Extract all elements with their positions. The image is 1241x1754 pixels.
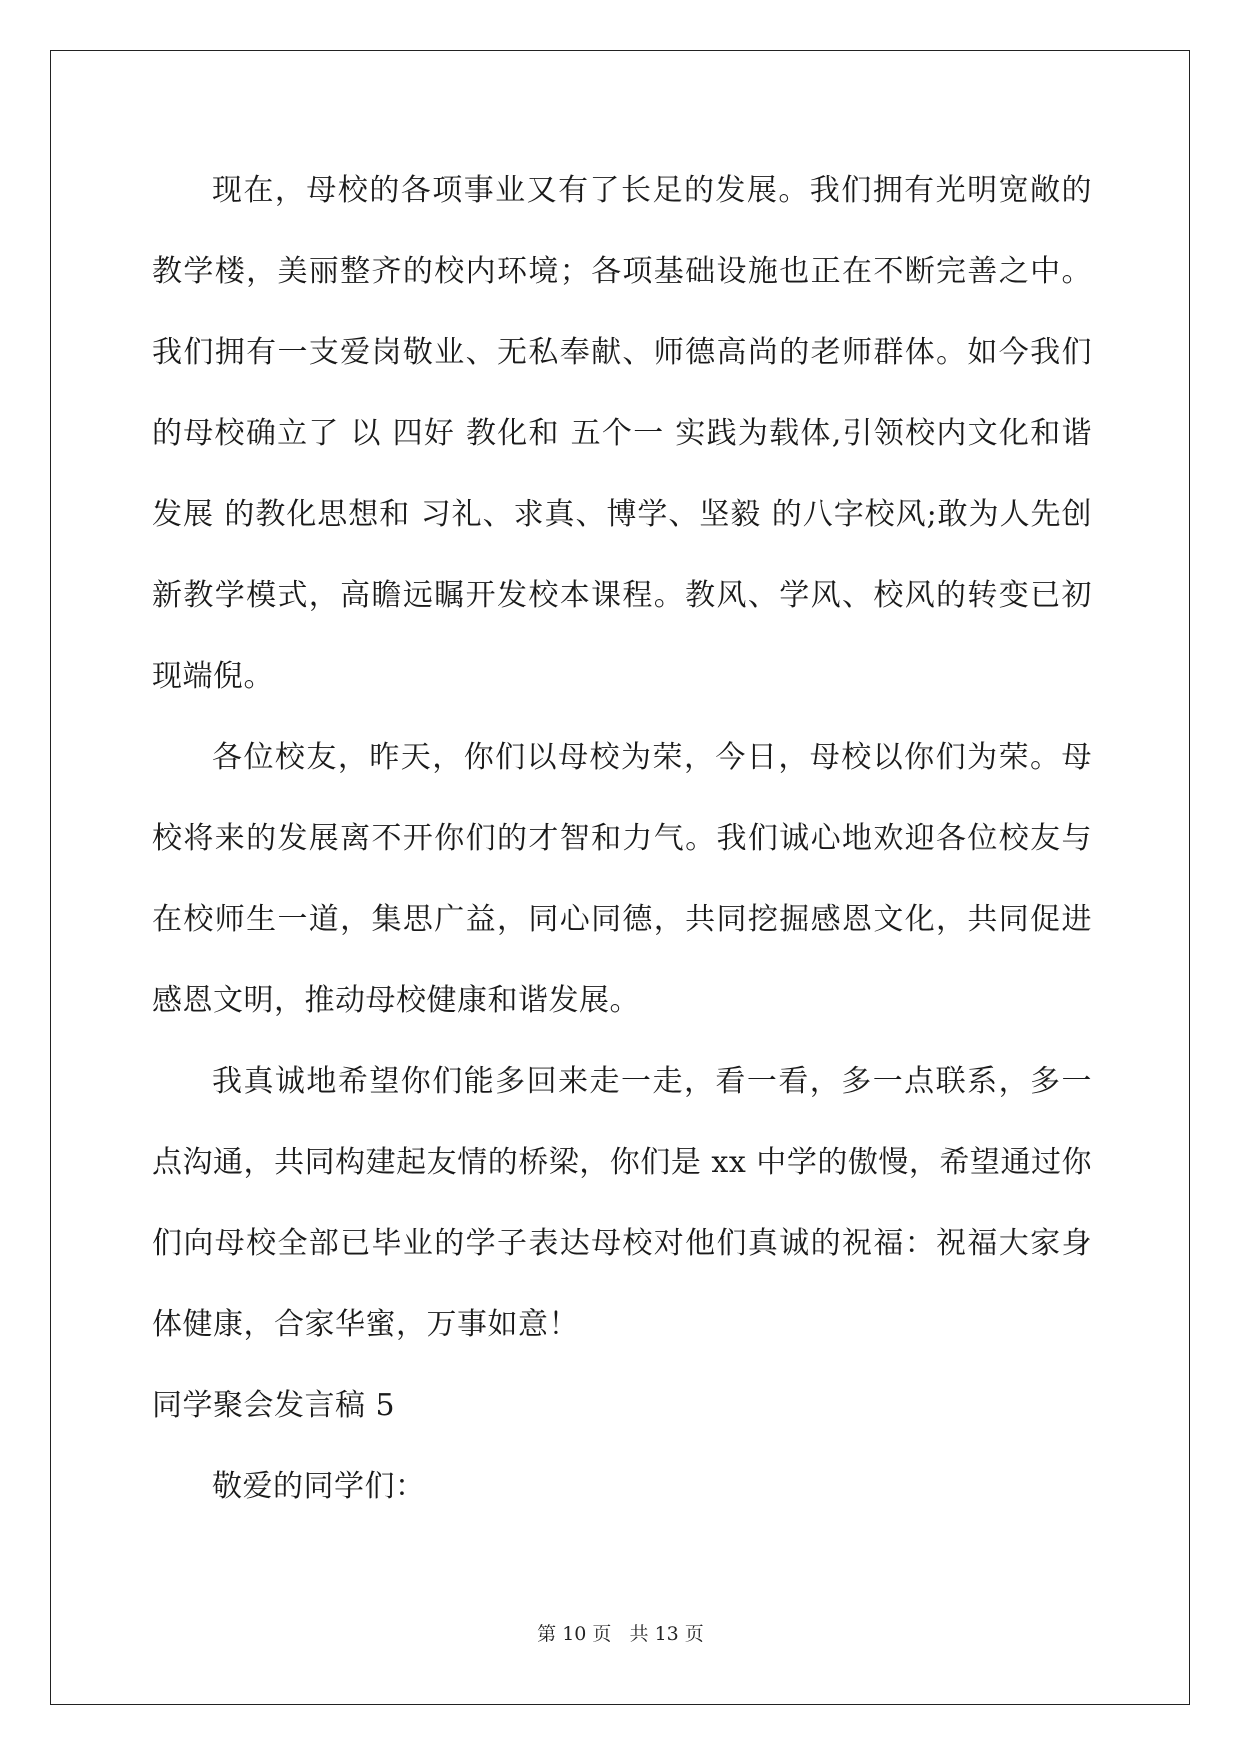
paragraph-alumni-pride: 各位校友，昨天，你们以母校为荣，今日，母校以你们为荣。母校将来的发展离不开你们的才智和力气。我们诚心地欢迎各位校友与在校师生一道，集思广益，同心同德，共同挖掘感恩文化，共同促进感恩文明，推动母校健康和谐发展。 xyxy=(152,740,1092,1018)
page-number-footer: 第 10 页 共 13 页 xyxy=(537,1623,704,1645)
salutation: 敬爱的同学们： xyxy=(212,1469,426,1504)
section-title: 同学聚会发言稿 5 xyxy=(152,1388,396,1423)
paragraph-school-development: 现在，母校的各项事业又有了长足的发展。我们拥有光明宽敞的教学楼，美丽整齐的校内环境；各项基础设施也正在不断完善之中。我们拥有一支爱岗敬业、无私奉献、师德高尚的老师群体。如今我们的母校确立了 以 四好 教化和 五个一 实践为载体,引领校内文化和谐发展 的教化思想和 习礼、求真、博学、坚毅 的八字校风;敢为人先创新教学模式，高瞻远瞩开发校本课程。教风、学风、校风的转变已初现端倪。 xyxy=(152,173,1092,694)
paragraph-wishes: 我真诚地希望你们能多回来走一走，看一看，多一点联系，多一点沟通，共同构建起友情的桥梁，你们是 xx 中学的傲慢，希望通过你们向母校全部已毕业的学子表达母校对他们真诚的祝福：祝福大家身体健康，合家华蜜，万事如意！ xyxy=(152,1064,1092,1342)
document-body xyxy=(152,150,1092,1527)
